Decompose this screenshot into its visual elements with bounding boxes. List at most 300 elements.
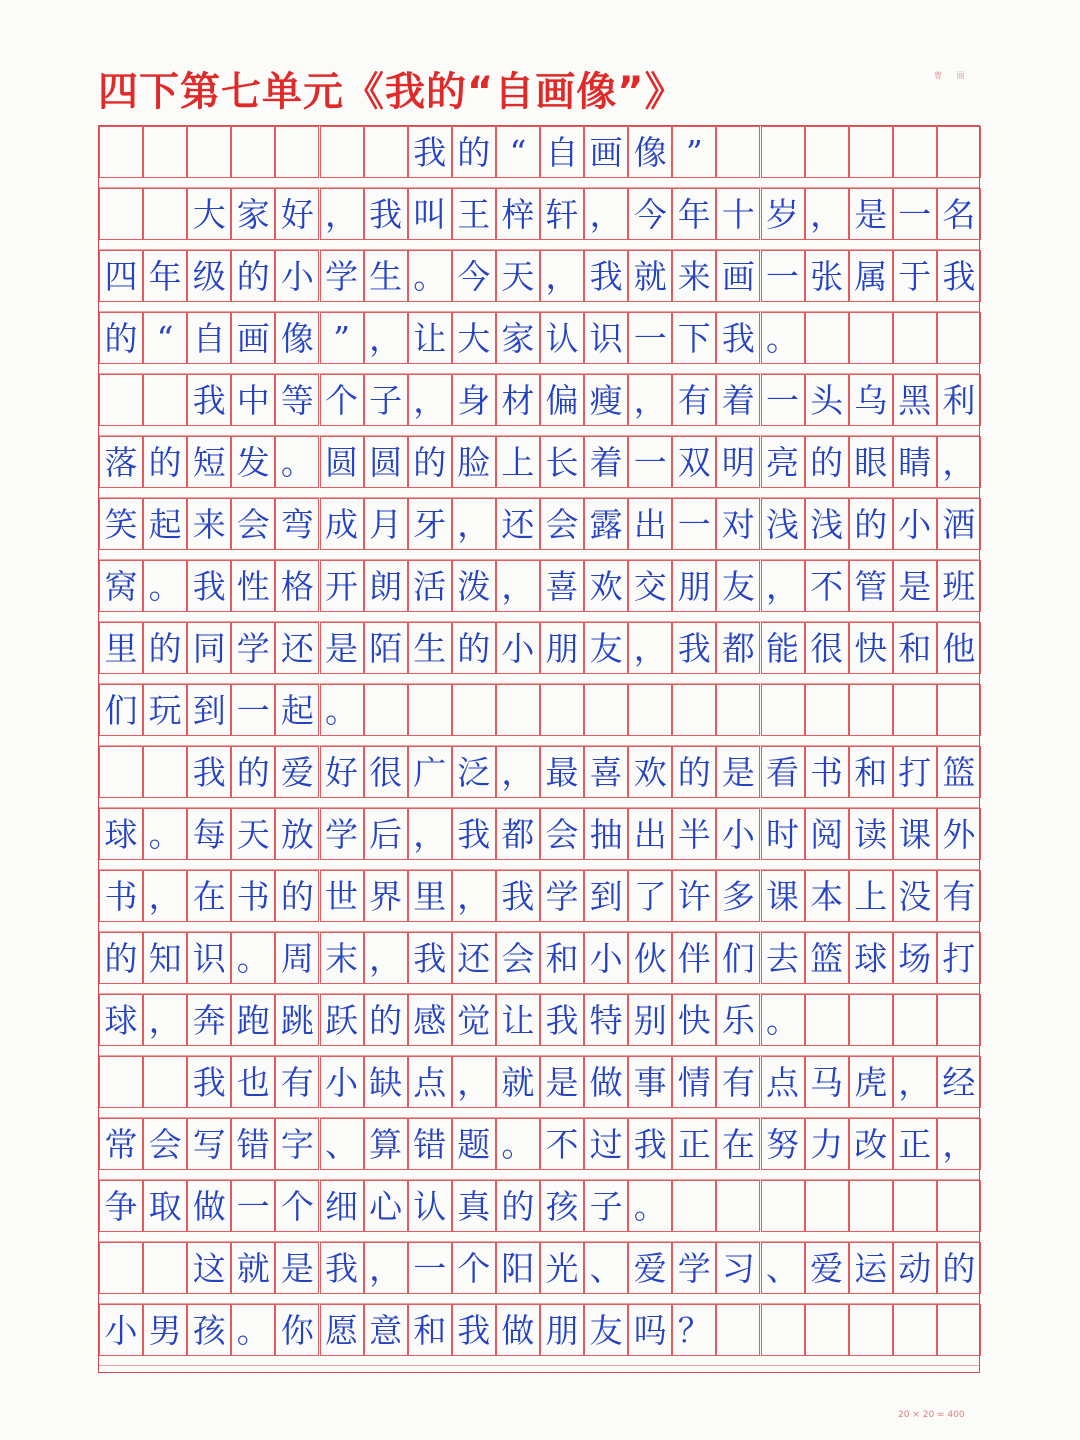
- grid-cell: [805, 994, 849, 1046]
- grid-cell: 虎: [849, 1056, 893, 1108]
- grid-row: [99, 1180, 979, 1242]
- grid-cell: 就: [628, 250, 672, 302]
- grid-cell: [805, 1304, 849, 1356]
- grid-cell: 最: [540, 746, 584, 798]
- grid-cell: 小: [716, 808, 760, 860]
- grid-cell: [187, 126, 231, 178]
- row-gap: [99, 488, 979, 498]
- grid-cell: 一: [628, 312, 672, 364]
- grid-cell: 伙: [628, 932, 672, 984]
- grid-row: [99, 1056, 979, 1118]
- grid-cell: 我: [584, 250, 628, 302]
- row-gap: [99, 736, 979, 746]
- grid-cell: 亮: [761, 436, 805, 488]
- grid-cell: ，: [408, 808, 452, 860]
- grid-cell: 个: [320, 374, 364, 426]
- grid-cell: 我: [672, 622, 716, 674]
- grid-cell: 利: [937, 374, 981, 426]
- grid-cell: 题: [452, 1118, 496, 1170]
- grid-cell: 感: [408, 994, 452, 1046]
- grid-cell: ，: [143, 870, 187, 922]
- grid-cell: 的: [99, 932, 143, 984]
- grid-cell: 们: [99, 684, 143, 736]
- grid-cell: 画: [584, 126, 628, 178]
- grid-cell: 错: [231, 1118, 275, 1170]
- grid-cell: 男: [143, 1304, 187, 1356]
- grid-cell: [761, 126, 805, 178]
- grid-cell: 抽: [584, 808, 628, 860]
- grid-cell: 快: [849, 622, 893, 674]
- grid-cell: 学: [320, 808, 364, 860]
- grid-cell: 能: [761, 622, 805, 674]
- grid-cell: [893, 1180, 937, 1232]
- grid-cell: 、: [584, 1242, 628, 1294]
- grid-cell: 爱: [805, 1242, 849, 1294]
- grid-cell: 圆: [320, 436, 364, 488]
- grid-cell: [584, 684, 628, 736]
- grid-cell: 轩: [540, 188, 584, 240]
- grid-cell: 正: [893, 1118, 937, 1170]
- grid-cell: [99, 374, 143, 426]
- grid-cell: ，: [320, 188, 364, 240]
- grid-cell: 圆: [364, 436, 408, 488]
- grid-cell: 陌: [364, 622, 408, 674]
- grid-cell: 也: [231, 1056, 275, 1108]
- grid-cell: 多: [716, 870, 760, 922]
- grid-cell: 还: [452, 932, 496, 984]
- grid-cell: 爱: [628, 1242, 672, 1294]
- grid-cell: 班: [937, 560, 981, 612]
- grid-cell: 光: [540, 1242, 584, 1294]
- grid-cell: 对: [716, 498, 760, 550]
- grid-cell: 经: [937, 1056, 981, 1108]
- grid-cell: [231, 126, 275, 178]
- grid-cell: ，: [893, 1056, 937, 1108]
- grid-cell: [761, 1180, 805, 1232]
- grid-cell: 末: [320, 932, 364, 984]
- row-gap: [99, 1046, 979, 1056]
- grid-cell: 阳: [496, 1242, 540, 1294]
- grid-cell: 做: [584, 1056, 628, 1108]
- grid-cell: 在: [187, 870, 231, 922]
- grid-cell: [937, 994, 981, 1046]
- grid-cell: 像: [275, 312, 319, 364]
- grid-cell: ，: [496, 746, 540, 798]
- grid-cell: 点: [761, 1056, 805, 1108]
- grid-cell: 书: [231, 870, 275, 922]
- grid-cell: [143, 126, 187, 178]
- grid-cell: ，: [408, 374, 452, 426]
- grid-cell: ”: [320, 312, 364, 364]
- grid-cell: 家: [496, 312, 540, 364]
- grid-cell: 还: [275, 622, 319, 674]
- row-gap: [99, 364, 979, 374]
- grid-cell: 课: [893, 808, 937, 860]
- grid-cell: 常: [99, 1118, 143, 1170]
- grid-cell: 读: [849, 808, 893, 860]
- grid-cell: 学: [231, 622, 275, 674]
- grid-cell: 觉: [452, 994, 496, 1046]
- grid-cell: ，: [452, 498, 496, 550]
- grid-cell: 写: [187, 1118, 231, 1170]
- grid-cell: 年: [672, 188, 716, 240]
- grid-cell: 字: [275, 1118, 319, 1170]
- grid-row: [99, 126, 979, 188]
- grid-cell: 中: [231, 374, 275, 426]
- grid-cell: 爱: [275, 746, 319, 798]
- grid-cell: 友: [584, 1304, 628, 1356]
- grid-cell: 画: [231, 312, 275, 364]
- grid-cell: [540, 684, 584, 736]
- grid-cell: [99, 1056, 143, 1108]
- grid-row: [99, 436, 979, 498]
- grid-cell: 的: [408, 436, 452, 488]
- grid-cell: 篮: [805, 932, 849, 984]
- grid-cell: 朋: [540, 1304, 584, 1356]
- grid-cell: 睛: [893, 436, 937, 488]
- grid-cell: 四: [99, 250, 143, 302]
- grid-cell: 里: [99, 622, 143, 674]
- grid-row: [99, 560, 979, 622]
- grid-cell: [716, 684, 760, 736]
- grid-cell: [937, 126, 981, 178]
- grid-cell: 发: [231, 436, 275, 488]
- grid-cell: ，: [452, 870, 496, 922]
- row-gap: [99, 674, 979, 684]
- grid-cell: 双: [672, 436, 716, 488]
- grid-cell: [143, 746, 187, 798]
- grid-cell: 我: [716, 312, 760, 364]
- grid-cell: 脸: [452, 436, 496, 488]
- grid-cell: [805, 126, 849, 178]
- grid-row: [99, 808, 979, 870]
- grid-cell: 让: [496, 994, 540, 1046]
- grid-row: [99, 1242, 979, 1304]
- grid-cell: 和: [849, 746, 893, 798]
- grid-cell: 。: [143, 560, 187, 612]
- grid-cell: 去: [761, 932, 805, 984]
- grid-cell: 头: [805, 374, 849, 426]
- grid-cell: 家: [231, 188, 275, 240]
- grid-cell: ，: [452, 1056, 496, 1108]
- grid-cell: 你: [275, 1304, 319, 1356]
- grid-cell: [716, 1304, 760, 1356]
- grid-cell: 周: [275, 932, 319, 984]
- grid-cell: 打: [937, 932, 981, 984]
- grid-cell: 错: [408, 1118, 452, 1170]
- grid-cell: 一: [893, 188, 937, 240]
- grid-cell: 奔: [187, 994, 231, 1046]
- grid-cell: 知: [143, 932, 187, 984]
- grid-cell: 性: [231, 560, 275, 612]
- grid-cell: “: [143, 312, 187, 364]
- grid-cell: 孩: [540, 1180, 584, 1232]
- grid-cell: [805, 1180, 849, 1232]
- grid-cell: 会: [143, 1118, 187, 1170]
- grid-cell: 球: [99, 994, 143, 1046]
- grid-cell: 小: [99, 1304, 143, 1356]
- row-gap: [99, 426, 979, 436]
- grid-cell: 心: [364, 1180, 408, 1232]
- grid-cell: [628, 684, 672, 736]
- grid-cell: 跃: [320, 994, 364, 1046]
- grid-cell: 着: [716, 374, 760, 426]
- grid-cell: 小: [893, 498, 937, 550]
- grid-cell: 。: [761, 312, 805, 364]
- grid-cell: 有: [672, 374, 716, 426]
- grid-cell: ，: [364, 932, 408, 984]
- grid-cell: 跳: [275, 994, 319, 1046]
- grid-cell: 我: [187, 374, 231, 426]
- grid-row: [99, 1118, 979, 1180]
- grid-cell: 真: [452, 1180, 496, 1232]
- grid-cell: 争: [99, 1180, 143, 1232]
- grid-cell: 瘦: [584, 374, 628, 426]
- grid-cell: 我: [187, 1056, 231, 1108]
- grid-cell: 的: [849, 498, 893, 550]
- grid-cell: 格: [275, 560, 319, 612]
- grid-cell: 十: [716, 188, 760, 240]
- grid-row: [99, 498, 979, 560]
- grid-cell: ，: [937, 1118, 981, 1170]
- grid-cell: 是: [716, 746, 760, 798]
- grid-cell: 识: [187, 932, 231, 984]
- grid-cell: 我: [496, 870, 540, 922]
- grid-cell: 我: [408, 932, 452, 984]
- grid-cell: [893, 312, 937, 364]
- grid-cell: 笑: [99, 498, 143, 550]
- grid-cell: 大: [187, 188, 231, 240]
- grid-cell: 。: [320, 684, 364, 736]
- grid-cell: 。: [143, 808, 187, 860]
- grid-cell: 点: [408, 1056, 452, 1108]
- grid-cell: 伴: [672, 932, 716, 984]
- grid-cell: 我: [187, 560, 231, 612]
- grid-cell: 、: [761, 1242, 805, 1294]
- grid-cell: 学: [320, 250, 364, 302]
- grid-cell: 会: [540, 498, 584, 550]
- page-title: 四下第七单元《我的“自画像”》: [98, 69, 686, 115]
- grid-cell: 朗: [364, 560, 408, 612]
- grid-cell: [893, 1304, 937, 1356]
- grid-cell: 改: [849, 1118, 893, 1170]
- grid-cell: 阅: [805, 808, 849, 860]
- grid-cell: 运: [849, 1242, 893, 1294]
- grid-cell: 意: [364, 1304, 408, 1356]
- row-gap: [99, 612, 979, 622]
- grid-cell: [143, 374, 187, 426]
- grid-cell: 书: [99, 870, 143, 922]
- grid-cell: 学: [540, 870, 584, 922]
- grid-cell: 天: [496, 250, 540, 302]
- row-gap: [99, 798, 979, 808]
- grid-row: [99, 188, 979, 250]
- grid-cell: 年: [143, 250, 187, 302]
- grid-cell: 子: [364, 374, 408, 426]
- grid-cell: 。: [231, 1304, 275, 1356]
- grid-cell: 会: [496, 932, 540, 984]
- grid-cell: 一: [231, 684, 275, 736]
- grid-cell: 的: [364, 994, 408, 1046]
- grid-cell: [937, 684, 981, 736]
- grid-row: [99, 932, 979, 994]
- grid-cell: 动: [893, 1242, 937, 1294]
- grid-cell: 一: [672, 498, 716, 550]
- grid-cell: 好: [320, 746, 364, 798]
- grid-cell: 落: [99, 436, 143, 488]
- composition-grid: [98, 125, 980, 1373]
- grid-cell: [893, 994, 937, 1046]
- grid-cell: 和: [893, 622, 937, 674]
- grid-cell: 有: [275, 1056, 319, 1108]
- grid-cell: 张: [805, 250, 849, 302]
- grid-cell: 我: [187, 746, 231, 798]
- grid-cell: ，: [628, 622, 672, 674]
- grid-cell: 半: [672, 808, 716, 860]
- grid-cell: 是: [893, 560, 937, 612]
- grid-cell: [937, 1304, 981, 1356]
- grid-cell: ？: [672, 1304, 716, 1356]
- grid-cell: 篮: [937, 746, 981, 798]
- grid-cell: 出: [628, 808, 672, 860]
- grid-cell: 泛: [452, 746, 496, 798]
- grid-cell: 会: [231, 498, 275, 550]
- grid-cell: 是: [540, 1056, 584, 1108]
- grid-row: [99, 870, 979, 932]
- grid-cell: 王: [452, 188, 496, 240]
- grid-cell: [849, 1304, 893, 1356]
- grid-cell: 个: [275, 1180, 319, 1232]
- grid-cell: 书: [805, 746, 849, 798]
- grid-cell: 看: [761, 746, 805, 798]
- grid-cell: 我: [452, 808, 496, 860]
- grid-cell: 的: [452, 622, 496, 674]
- grid-row: [99, 994, 979, 1056]
- grid-cell: 愿: [320, 1304, 364, 1356]
- grid-cell: ，: [143, 994, 187, 1046]
- grid-cell: 一: [761, 250, 805, 302]
- grid-cell: 于: [893, 250, 937, 302]
- grid-cell: 乐: [716, 994, 760, 1046]
- grid-cell: 力: [805, 1118, 849, 1170]
- grid-cell: [143, 1056, 187, 1108]
- grid-cell: 认: [408, 1180, 452, 1232]
- row-gap: [99, 922, 979, 932]
- grid-cell: 、: [320, 1118, 364, 1170]
- grid-cell: 不: [805, 560, 849, 612]
- grid-cell: 细: [320, 1180, 364, 1232]
- grid-cell: ”: [672, 126, 716, 178]
- grid-cell: 上: [849, 870, 893, 922]
- grid-cell: 吗: [628, 1304, 672, 1356]
- grid-cell: 的: [143, 436, 187, 488]
- grid-cell: 浅: [761, 498, 805, 550]
- grid-cell: [364, 684, 408, 736]
- grid-cell: [849, 684, 893, 736]
- grid-cell: “: [496, 126, 540, 178]
- grid-cell: 是: [849, 188, 893, 240]
- grid-cell: 同: [187, 622, 231, 674]
- grid-cell: 取: [143, 1180, 187, 1232]
- row-gap: [99, 302, 979, 312]
- grid-cell: 时: [761, 808, 805, 860]
- grid-row: [99, 684, 979, 746]
- grid-cell: 级: [187, 250, 231, 302]
- grid-cell: 黑: [893, 374, 937, 426]
- grid-cell: 我: [364, 188, 408, 240]
- grid-cell: 我: [452, 1304, 496, 1356]
- grid-cell: 过: [584, 1118, 628, 1170]
- grid-cell: 快: [672, 994, 716, 1046]
- grid-cell: 来: [672, 250, 716, 302]
- grid-cell: 孩: [187, 1304, 231, 1356]
- grid-cell: 下: [672, 312, 716, 364]
- grid-cell: 露: [584, 498, 628, 550]
- grid-cell: 课: [761, 870, 805, 922]
- grid-cell: 的: [937, 1242, 981, 1294]
- grid-cell: 名: [937, 188, 981, 240]
- grid-cell: ，: [937, 436, 981, 488]
- grid-cell: [805, 684, 849, 736]
- grid-cell: ，: [540, 250, 584, 302]
- grid-cell: 都: [496, 808, 540, 860]
- grid-cell: [143, 188, 187, 240]
- grid-cell: 别: [628, 994, 672, 1046]
- grid-cell: 玩: [143, 684, 187, 736]
- grid-cell: 友: [584, 622, 628, 674]
- grid-cell: 弯: [275, 498, 319, 550]
- grid-cell: 自: [540, 126, 584, 178]
- grid-cell: 许: [672, 870, 716, 922]
- grid-cell: 我: [937, 250, 981, 302]
- grid-cell: 还: [496, 498, 540, 550]
- grid-cell: ，: [805, 188, 849, 240]
- grid-cell: 一: [231, 1180, 275, 1232]
- row-gap: [99, 1356, 979, 1366]
- grid-cell: 像: [628, 126, 672, 178]
- grid-row: [99, 250, 979, 312]
- grid-cell: 子: [584, 1180, 628, 1232]
- row-gap: [99, 240, 979, 250]
- grid-cell: 身: [452, 374, 496, 426]
- grid-row: [99, 1304, 979, 1366]
- grid-cell: 缺: [364, 1056, 408, 1108]
- grid-cell: 朋: [672, 560, 716, 612]
- grid-cell: 一: [761, 374, 805, 426]
- grid-cell: [893, 684, 937, 736]
- grid-cell: 成: [320, 498, 364, 550]
- grid-cell: 岁: [761, 188, 805, 240]
- grid-cell: 交: [628, 560, 672, 612]
- grid-cell: 管: [849, 560, 893, 612]
- row-gap: [99, 550, 979, 560]
- grid-cell: 叫: [408, 188, 452, 240]
- grid-row: [99, 746, 979, 808]
- grid-cell: 外: [937, 808, 981, 860]
- grid-cell: [672, 1180, 716, 1232]
- row-gap: [99, 1108, 979, 1118]
- grid-cell: [496, 684, 540, 736]
- grid-cell: 浅: [805, 498, 849, 550]
- grid-cell: 好: [275, 188, 319, 240]
- grid-cell: 窝: [99, 560, 143, 612]
- grid-cell: 的: [99, 312, 143, 364]
- grid-cell: 梓: [496, 188, 540, 240]
- grid-cell: 算: [364, 1118, 408, 1170]
- grid-cell: 短: [187, 436, 231, 488]
- grid-cell: 是: [320, 622, 364, 674]
- grid-cell: 做: [496, 1304, 540, 1356]
